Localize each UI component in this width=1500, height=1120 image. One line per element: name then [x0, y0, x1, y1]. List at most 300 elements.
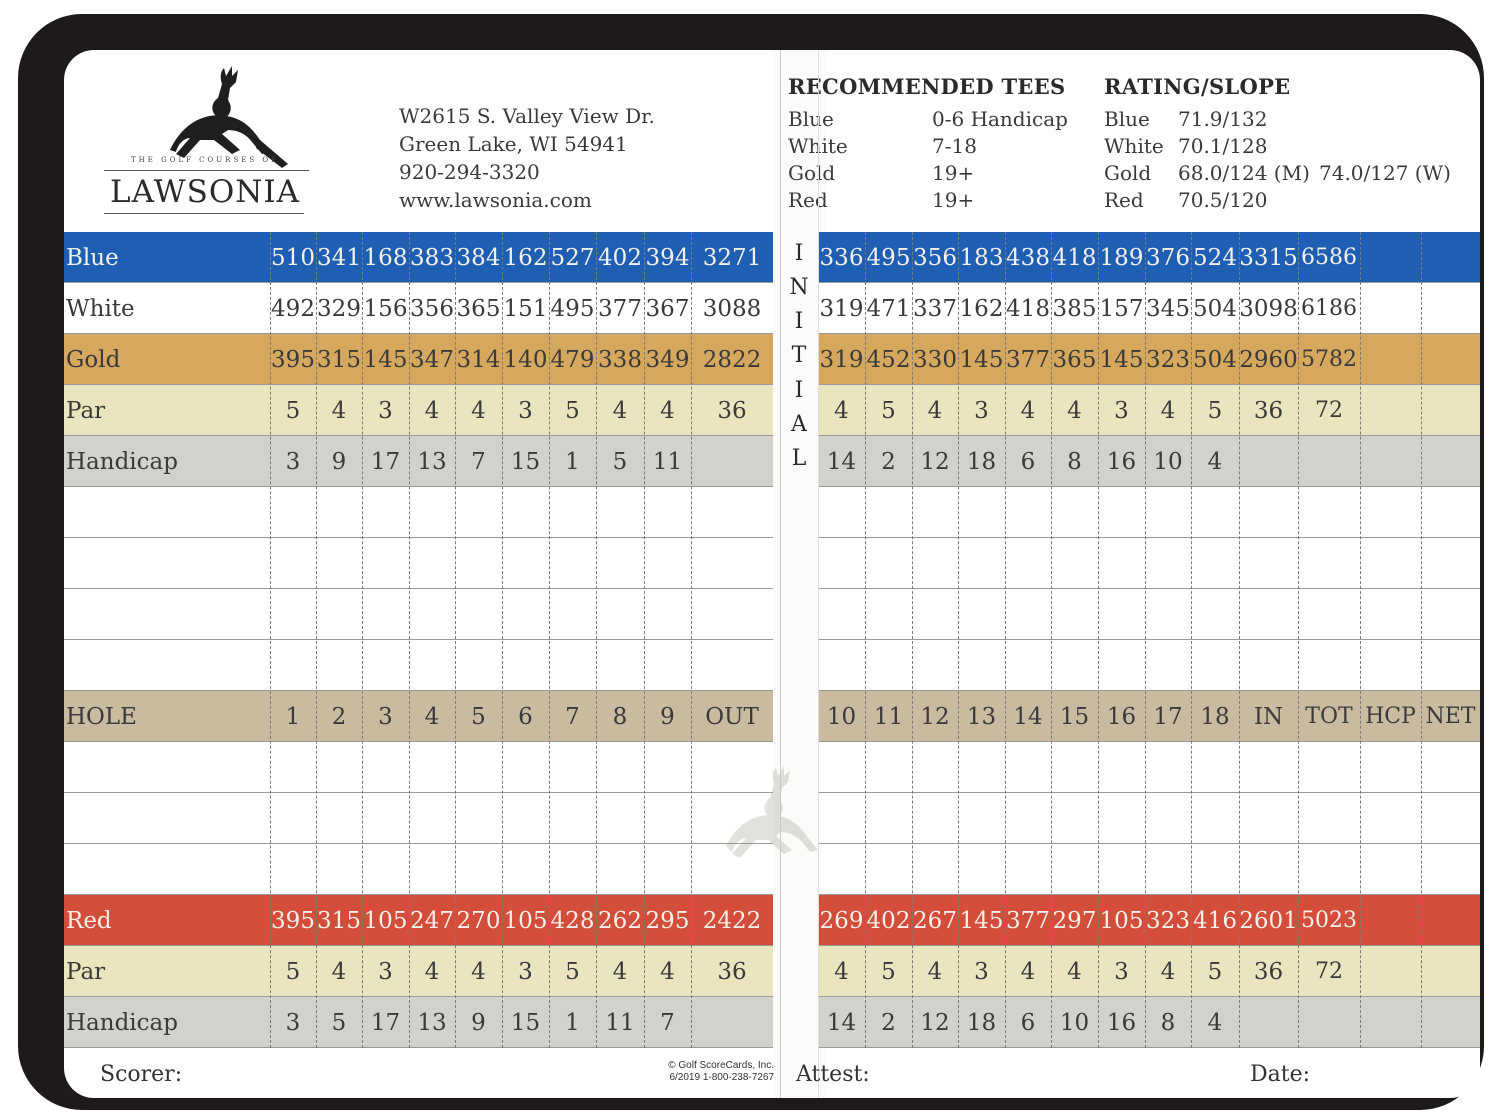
deer-watermark-icon: [706, 756, 846, 886]
score-entry-cell[interactable]: [1360, 793, 1421, 844]
score-entry-cell[interactable]: [958, 844, 1005, 895]
out-total-cell: 3088: [702, 295, 762, 322]
player-name-cell[interactable]: [64, 589, 270, 640]
net-cell: [1421, 997, 1480, 1048]
score-entry-cell[interactable]: [1239, 793, 1298, 844]
rating-value: 70.1/128: [1178, 134, 1268, 158]
score-entry-cell[interactable]: [912, 793, 958, 844]
hole-value-cell: 14: [826, 448, 857, 475]
hole-value-cell: 4: [660, 397, 675, 424]
score-entry-cell[interactable]: [596, 793, 644, 844]
hole-value-cell: 385: [1052, 295, 1097, 322]
score-entry-cell[interactable]: [1239, 742, 1298, 793]
score-entry-cell[interactable]: [691, 589, 773, 640]
hole-value-cell: 347: [410, 346, 454, 373]
score-entry-cell[interactable]: [1005, 589, 1051, 640]
score-entry-cell[interactable]: [1005, 742, 1051, 793]
hole-value-cell: 262: [598, 907, 642, 934]
score-entry-cell[interactable]: [316, 793, 362, 844]
score-entry-cell[interactable]: [409, 589, 455, 640]
hole-value-cell: 18: [966, 1009, 997, 1036]
rating-value: 68.0/124 (M): [1178, 161, 1310, 185]
hole-value-cell: 269: [819, 907, 864, 934]
hole-value-cell: 5: [285, 958, 301, 985]
score-entry-cell[interactable]: [1098, 589, 1145, 640]
hole-value-cell: 4: [1160, 397, 1176, 424]
score-entry-cell[interactable]: [270, 589, 316, 640]
in-total-cell: [1239, 436, 1298, 487]
hole-value-cell: 11: [652, 448, 683, 475]
score-entry-cell[interactable]: [270, 844, 316, 895]
score-entry-cell[interactable]: [1098, 487, 1145, 538]
hole-value-cell: 336: [819, 244, 864, 271]
hole-value-cell: 323: [1146, 907, 1190, 934]
score-entry-cell[interactable]: [1051, 793, 1098, 844]
hole-value-cell: 4: [834, 397, 849, 424]
score-entry-cell[interactable]: [1145, 793, 1191, 844]
address-line: W2615 S. Valley View Dr.: [399, 104, 655, 128]
copyright-notice: [594, 1060, 774, 1084]
score-entry-cell[interactable]: [644, 640, 691, 691]
hole-value-cell: 504: [1193, 346, 1237, 373]
score-entry-cell[interactable]: [316, 538, 362, 589]
score-entry-cell[interactable]: [1005, 844, 1051, 895]
hole-value-cell: 17: [370, 448, 401, 475]
rating-tee: Gold: [1104, 161, 1152, 185]
score-entry-cell[interactable]: [596, 538, 644, 589]
score-entry-cell[interactable]: [1298, 640, 1360, 691]
recommended-tees-title: RECOMMENDED TEES: [788, 74, 1066, 99]
score-entry-cell[interactable]: [912, 589, 958, 640]
score-entry-cell[interactable]: [1191, 589, 1239, 640]
score-entry-cell[interactable]: [1051, 742, 1098, 793]
scorecard: [18, 14, 1484, 1110]
score-entry-cell[interactable]: [1051, 487, 1098, 538]
score-entry-cell[interactable]: [409, 538, 455, 589]
score-entry-cell[interactable]: [1191, 793, 1239, 844]
hole-value-cell: 319: [819, 346, 864, 373]
score-entry-cell[interactable]: [1360, 742, 1421, 793]
hole-value-cell: 15: [510, 1009, 541, 1036]
score-entry-cell[interactable]: [1421, 487, 1480, 538]
player-name-cell[interactable]: [64, 844, 270, 895]
score-entry-cell[interactable]: [1005, 487, 1051, 538]
hole-value-cell: 329: [317, 295, 361, 322]
score-entry-cell[interactable]: [1145, 844, 1191, 895]
out-total-cell: OUT: [705, 703, 759, 730]
score-entry-cell[interactable]: [455, 538, 502, 589]
net-cell: [1421, 232, 1480, 283]
score-entry-cell[interactable]: [1421, 793, 1480, 844]
score-entry-cell[interactable]: [1005, 538, 1051, 589]
score-entry-cell[interactable]: [865, 589, 912, 640]
score-entry-cell[interactable]: [865, 487, 912, 538]
hole-value-cell: 376: [1146, 244, 1190, 271]
score-entry-cell[interactable]: [549, 538, 596, 589]
net-cell: [1421, 283, 1480, 334]
score-entry-cell[interactable]: [316, 589, 362, 640]
net-cell: [1421, 895, 1480, 946]
column-divider: [362, 232, 363, 1048]
hole-value-cell: 4: [927, 958, 943, 985]
hole-value-cell: 337: [913, 295, 957, 322]
hcp-cell: [1360, 946, 1421, 997]
score-entry-cell[interactable]: [1145, 538, 1191, 589]
tee-name: White: [788, 134, 848, 158]
score-entry-cell[interactable]: [596, 487, 644, 538]
hole-value-cell: 4: [834, 958, 849, 985]
hole-value-cell: 5: [565, 397, 580, 424]
score-entry-cell[interactable]: [409, 742, 455, 793]
player-name-cell[interactable]: [64, 742, 270, 793]
score-entry-cell[interactable]: [316, 742, 362, 793]
score-entry-cell[interactable]: [1098, 793, 1145, 844]
score-entry-cell[interactable]: [1421, 844, 1480, 895]
score-entry-cell[interactable]: [1298, 487, 1360, 538]
score-entry-cell[interactable]: [502, 538, 549, 589]
score-entry-cell[interactable]: [1239, 538, 1298, 589]
hole-value-cell: 9: [471, 1009, 486, 1036]
score-entry-cell[interactable]: [644, 589, 691, 640]
hole-value-cell: 297: [1052, 907, 1097, 934]
hole-value-cell: 338: [598, 346, 642, 373]
score-entry-cell[interactable]: [958, 538, 1005, 589]
column-divider: [316, 232, 317, 1048]
score-entry-cell[interactable]: [1239, 640, 1298, 691]
score-entry-cell[interactable]: [455, 640, 502, 691]
score-entry-cell[interactable]: [455, 487, 502, 538]
score-entry-cell[interactable]: [409, 640, 455, 691]
score-entry-cell[interactable]: [502, 793, 549, 844]
hole-value-cell: 504: [1193, 295, 1237, 322]
hole-value-cell: 4: [331, 397, 347, 424]
score-entry-cell[interactable]: [1360, 844, 1421, 895]
hole-value-cell: 418: [1052, 244, 1097, 271]
score-entry-cell[interactable]: [1145, 589, 1191, 640]
score-entry-cell[interactable]: [644, 487, 691, 538]
score-entry-cell[interactable]: [455, 793, 502, 844]
score-entry-cell[interactable]: [1191, 487, 1239, 538]
score-entry-cell[interactable]: [549, 640, 596, 691]
score-entry-cell[interactable]: [549, 742, 596, 793]
hole-value-cell: 315: [317, 346, 361, 373]
in-total-cell: 2601: [1239, 907, 1298, 934]
score-entry-cell[interactable]: [1098, 640, 1145, 691]
net-cell: [1421, 436, 1480, 487]
fold-line: [818, 50, 819, 1098]
hole-value-cell: 5: [881, 397, 896, 424]
hole-value-cell: 356: [410, 295, 454, 322]
hole-value-cell: 4: [1207, 1009, 1223, 1036]
logo-name: LAWSONIA: [110, 174, 300, 210]
score-entry-cell[interactable]: [1145, 640, 1191, 691]
initial-column: [780, 236, 818, 476]
hole-value-cell: 105: [503, 907, 548, 934]
rating-slope-title: RATING/SLOPE: [1104, 74, 1291, 99]
hole-value-cell: 4: [1067, 958, 1082, 985]
score-entry-cell[interactable]: [270, 793, 316, 844]
score-entry-cell[interactable]: [912, 538, 958, 589]
score-entry-cell[interactable]: [818, 487, 865, 538]
hole-value-cell: 341: [317, 244, 361, 271]
initial-letter: N: [789, 274, 809, 300]
score-entry-cell[interactable]: [596, 589, 644, 640]
hole-value-cell: 8: [1067, 448, 1082, 475]
hole-value-cell: 3: [285, 1009, 301, 1036]
column-divider: [958, 232, 959, 1048]
hcp-cell: [1360, 997, 1421, 1048]
address-line: Green Lake, WI 54941: [399, 132, 628, 156]
hole-value-cell: 330: [913, 346, 957, 373]
row-label: Blue: [66, 244, 119, 271]
phone-number: 920-294-3320: [399, 160, 540, 184]
score-entry-cell[interactable]: [865, 742, 912, 793]
score-entry-cell[interactable]: [1239, 844, 1298, 895]
score-entry-cell[interactable]: [1191, 640, 1239, 691]
score-entry-cell[interactable]: [1098, 742, 1145, 793]
hole-value-cell: 14: [1013, 703, 1043, 730]
hole-value-cell: 4: [612, 397, 628, 424]
score-entry-cell[interactable]: [1298, 589, 1360, 640]
score-entry-cell[interactable]: [409, 487, 455, 538]
hole-value-cell: 367: [645, 295, 690, 322]
score-entry-cell[interactable]: [1191, 844, 1239, 895]
score-entry-cell[interactable]: [1098, 844, 1145, 895]
score-entry-cell[interactable]: [316, 844, 362, 895]
hole-value-cell: 4: [331, 958, 347, 985]
score-entry-cell[interactable]: [1298, 742, 1360, 793]
player-name-cell[interactable]: [64, 487, 270, 538]
score-entry-cell[interactable]: [409, 844, 455, 895]
scorecard-face: [64, 50, 1480, 1098]
score-entry-cell[interactable]: [644, 844, 691, 895]
score-entry-cell[interactable]: [502, 844, 549, 895]
score-entry-cell[interactable]: [502, 742, 549, 793]
score-entry-cell[interactable]: [1051, 640, 1098, 691]
hole-value-cell: 319: [819, 295, 864, 322]
score-entry-cell[interactable]: [502, 487, 549, 538]
score-entry-cell[interactable]: [549, 487, 596, 538]
score-entry-cell[interactable]: [958, 742, 1005, 793]
score-entry-cell[interactable]: [912, 742, 958, 793]
score-entry-cell[interactable]: [865, 538, 912, 589]
score-entry-cell[interactable]: [818, 589, 865, 640]
score-entry-cell[interactable]: [958, 640, 1005, 691]
hole-value-cell: 3: [974, 958, 989, 985]
grand-total-cell: 72: [1315, 959, 1343, 984]
score-entry-cell[interactable]: [549, 844, 596, 895]
score-entry-cell[interactable]: [1005, 793, 1051, 844]
hole-value-cell: 157: [1099, 295, 1144, 322]
score-entry-cell[interactable]: [865, 844, 912, 895]
hole-value-cell: 4: [1020, 397, 1036, 424]
player-name-cell[interactable]: [64, 640, 270, 691]
column-divider: [1145, 232, 1146, 1048]
score-entry-cell[interactable]: [1051, 538, 1098, 589]
score-entry-cell[interactable]: [270, 487, 316, 538]
score-entry-cell[interactable]: [549, 793, 596, 844]
hole-value-cell: 7: [660, 1009, 675, 1036]
score-entry-cell[interactable]: [270, 640, 316, 691]
score-entry-cell[interactable]: [1051, 589, 1098, 640]
score-entry-cell[interactable]: [691, 538, 773, 589]
score-entry-cell[interactable]: [362, 589, 409, 640]
hole-value-cell: 4: [1067, 397, 1082, 424]
score-entry-cell[interactable]: [596, 742, 644, 793]
column-divider: [1360, 232, 1361, 1048]
score-entry-cell[interactable]: [912, 487, 958, 538]
score-entry-cell[interactable]: [1421, 538, 1480, 589]
score-entry-cell[interactable]: [691, 640, 773, 691]
score-entry-cell[interactable]: [958, 793, 1005, 844]
hole-value-cell: 2: [331, 703, 347, 730]
hole-value-cell: 3: [518, 397, 533, 424]
hole-value-cell: 9: [660, 703, 675, 730]
column-divider: [270, 232, 271, 1048]
score-entry-cell[interactable]: [818, 538, 865, 589]
copyright-line: © Golf ScoreCards, Inc.: [668, 1060, 774, 1071]
score-entry-cell[interactable]: [362, 538, 409, 589]
score-entry-cell[interactable]: [1298, 793, 1360, 844]
hole-value-cell: 3: [1114, 397, 1129, 424]
score-entry-cell[interactable]: [958, 589, 1005, 640]
score-entry-cell[interactable]: [865, 793, 912, 844]
hole-value-cell: 10: [1153, 448, 1183, 475]
score-entry-cell[interactable]: [1239, 487, 1298, 538]
hole-value-cell: 315: [317, 907, 361, 934]
row-label: HOLE: [66, 703, 137, 730]
row-divider: [64, 1047, 773, 1048]
hole-value-cell: 247: [410, 907, 454, 934]
score-entry-cell[interactable]: [409, 793, 455, 844]
in-total-cell: 3098: [1239, 295, 1298, 322]
hole-value-cell: 495: [866, 244, 911, 271]
score-entry-cell[interactable]: [316, 640, 362, 691]
score-entry-cell[interactable]: [596, 844, 644, 895]
scorer-label[interactable]: Scorer:: [100, 1062, 183, 1087]
score-entry-cell[interactable]: [549, 589, 596, 640]
hole-value-cell: 3: [285, 448, 301, 475]
row-label: Par: [66, 958, 106, 985]
score-entry-cell[interactable]: [362, 487, 409, 538]
score-entry-cell[interactable]: [362, 793, 409, 844]
score-entry-cell[interactable]: [362, 742, 409, 793]
hole-value-cell: 471: [866, 295, 911, 322]
out-total-cell: 3271: [702, 244, 762, 271]
hole-value-cell: 7: [471, 448, 486, 475]
grand-total-cell: 6586: [1301, 245, 1357, 270]
hole-value-cell: 3: [518, 958, 533, 985]
player-name-cell[interactable]: [64, 538, 270, 589]
in-total-cell: 2960: [1239, 346, 1298, 373]
score-entry-cell[interactable]: [1145, 742, 1191, 793]
score-entry-cell[interactable]: [362, 844, 409, 895]
score-entry-cell[interactable]: [1298, 844, 1360, 895]
column-divider: [691, 232, 692, 1048]
row-label: Red: [66, 907, 112, 934]
score-entry-cell[interactable]: [912, 844, 958, 895]
score-entry-cell[interactable]: [691, 487, 773, 538]
hole-value-cell: 356: [913, 244, 957, 271]
hole-value-cell: 10: [826, 703, 857, 730]
hole-value-cell: 402: [598, 244, 642, 271]
hole-value-cell: 145: [959, 346, 1004, 373]
score-entry-cell[interactable]: [958, 487, 1005, 538]
attest-label[interactable]: Attest:: [796, 1062, 870, 1087]
hole-value-cell: 452: [866, 346, 911, 373]
copyright-line: 6/2019 1-800-238-7267: [669, 1072, 774, 1083]
score-entry-cell[interactable]: [644, 793, 691, 844]
row-label: Gold: [66, 346, 121, 373]
score-entry-cell[interactable]: [1145, 487, 1191, 538]
hole-value-cell: 11: [605, 1009, 635, 1036]
column-divider: [596, 232, 597, 1048]
score-entry-cell[interactable]: [1360, 640, 1421, 691]
hole-value-cell: 4: [424, 397, 440, 424]
hole-value-cell: 314: [456, 346, 501, 373]
score-entry-cell[interactable]: [1005, 640, 1051, 691]
score-entry-cell[interactable]: [1239, 589, 1298, 640]
score-entry-cell[interactable]: [1421, 589, 1480, 640]
score-entry-cell[interactable]: [455, 844, 502, 895]
hole-value-cell: 4: [612, 958, 628, 985]
score-entry-cell[interactable]: [455, 742, 502, 793]
score-entry-cell[interactable]: [1360, 589, 1421, 640]
score-entry-cell[interactable]: [1191, 538, 1239, 589]
column-divider: [409, 232, 410, 1048]
hole-value-cell: 365: [1052, 346, 1097, 373]
hole-value-cell: 267: [913, 907, 957, 934]
score-entry-cell[interactable]: [1191, 742, 1239, 793]
score-entry-cell[interactable]: [270, 742, 316, 793]
score-entry-cell[interactable]: [596, 640, 644, 691]
hcp-cell: [1360, 283, 1421, 334]
score-entry-cell[interactable]: [644, 538, 691, 589]
hole-value-cell: 395: [271, 346, 315, 373]
score-entry-cell[interactable]: [502, 589, 549, 640]
score-entry-cell[interactable]: [1298, 538, 1360, 589]
hole-value-cell: 479: [550, 346, 595, 373]
date-label[interactable]: Date:: [1250, 1062, 1311, 1087]
hcp-cell: [1360, 334, 1421, 385]
score-entry-cell[interactable]: [1360, 538, 1421, 589]
score-entry-cell[interactable]: [818, 640, 865, 691]
hole-value-cell: 3: [378, 958, 393, 985]
score-entry-cell[interactable]: [502, 640, 549, 691]
hole-value-cell: 349: [645, 346, 690, 373]
score-entry-cell[interactable]: [1360, 487, 1421, 538]
score-entry-cell[interactable]: [1421, 640, 1480, 691]
column-divider: [1098, 232, 1099, 1048]
score-entry-cell[interactable]: [644, 742, 691, 793]
score-entry-cell[interactable]: [362, 640, 409, 691]
hole-value-cell: 365: [456, 295, 501, 322]
player-name-cell[interactable]: [64, 793, 270, 844]
score-entry-cell[interactable]: [912, 640, 958, 691]
score-entry-cell[interactable]: [865, 640, 912, 691]
score-entry-cell[interactable]: [270, 538, 316, 589]
initial-letter: T: [791, 343, 807, 369]
score-entry-cell[interactable]: [316, 487, 362, 538]
score-entry-cell[interactable]: [455, 589, 502, 640]
column-divider: [1005, 232, 1006, 1048]
website-link[interactable]: www.lawsonia.com: [399, 188, 592, 212]
score-entry-cell[interactable]: [1421, 742, 1480, 793]
score-entry-cell[interactable]: [1098, 538, 1145, 589]
score-entry-cell[interactable]: [1051, 844, 1098, 895]
hole-value-cell: 524: [1193, 244, 1237, 271]
column-divider: [1191, 232, 1192, 1048]
